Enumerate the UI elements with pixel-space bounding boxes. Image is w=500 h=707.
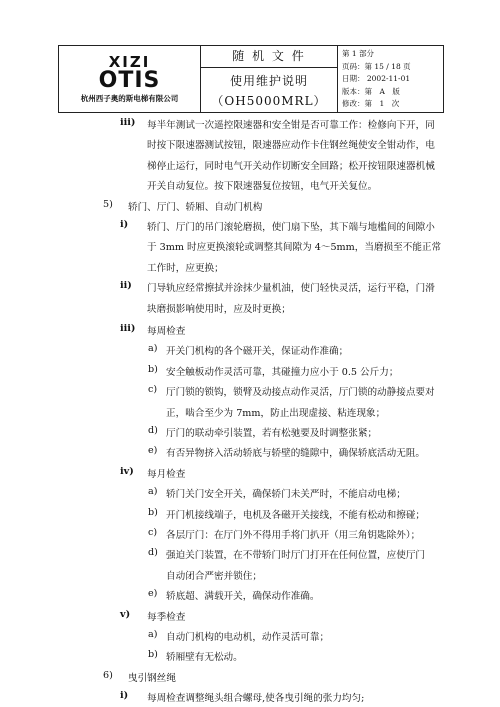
list-marker: a) (148, 343, 158, 355)
list-marker: v) (120, 608, 131, 620)
list-marker: b) (148, 363, 158, 375)
meta-page: 页码：第 15 / 18 页 (342, 61, 411, 71)
logo-otis-text: OTIS (98, 67, 161, 93)
text-line: 自动闭合严密并锁住； (166, 570, 262, 582)
company-name: 杭州西子奥的斯电梯有限公司 (80, 93, 179, 103)
text-line: 开门机接线端子，电机及各磁开关接线，不能有松动和擦碰； (166, 509, 426, 521)
text-line: 开关门机构的各个磁开关，保证动作准确； (166, 346, 349, 358)
meta-part: 第 1 部分 (342, 49, 375, 58)
text-line: 每周检查 (147, 326, 186, 337)
text-line: 自动门机构的电动机，动作灵活可靠； (166, 632, 330, 643)
text-line: 门导轨应经常擦拭并涂抹少量机油，使门轻快灵活，运行平稳，门滑 (147, 283, 435, 295)
list-marker: ii) (120, 280, 132, 292)
document-title-cell (201, 46, 338, 112)
text-line: 曳引钢丝绳 (128, 672, 176, 684)
document-model: （OH5000MRL） (211, 94, 327, 108)
document-title-block (201, 68, 337, 112)
list-marker: i) (120, 690, 129, 702)
text-line: 轿厢壁有无松动。 (166, 652, 243, 664)
text-line: 各层厅门：在厅门外不得用手将门扒开（用三角钥匙除外）； (166, 530, 421, 541)
text-line: 厅门的联动牵引装置，若有松驰要及时调整张紧； (166, 428, 378, 439)
text-line: 块磨损影响使用时，应及时更换； (147, 303, 291, 315)
meta-revision: 修改：第 1 次 (342, 99, 400, 108)
text-line: 轿门、厅门的吊门滚轮磨损，使门扇下坠，其下端与地槛间的间隙小 (147, 222, 435, 233)
text-line: 轿门关门安全开关，确保轿门未关严时，不能启动电梯； (166, 489, 406, 501)
text-line: 开关自动复位。按下限速器复位按钮，电气开关复位。 (147, 181, 378, 193)
list-marker: c) (148, 384, 158, 396)
text-line: 于 3mm 时应更换滚轮或调整其间隙为 4～5mm，当磨损至不能正常 (147, 242, 442, 254)
list-marker: b) (148, 506, 158, 518)
list-marker: iii) (120, 323, 136, 334)
text-line: 厅门锁的锁钩，锁臂及动接点动作灵活，厅门锁的动静接点要对 (166, 387, 435, 399)
text-line: 安全触板动作灵活可靠，其碰撞力应小于 0.5 公斤力； (166, 366, 399, 378)
list-marker: d) (148, 425, 158, 436)
logo-xizi-text: XIZI (108, 52, 151, 71)
list-marker: i) (120, 219, 129, 230)
document-meta-cell (338, 46, 443, 112)
company-logo (59, 46, 201, 112)
text-line: 每季检查 (147, 611, 186, 623)
list-marker: b) (148, 649, 158, 661)
meta-date: 日期： 2002-11-01 (342, 74, 411, 83)
text-line: 轿底超、满载开关，确保动作准确。 (166, 591, 320, 603)
text-line: 正，啮合至少为 7mm，防止出现虚接、粘连现象； (166, 407, 386, 419)
text-line: 每半年测试一次遥控限速器和安全钳是否可靠工作：检修向下开，同 (147, 120, 435, 131)
list-marker: 6) (103, 669, 113, 681)
list-marker: e) (148, 588, 158, 600)
text-line: 时按下限速器测试按钮，限速器应动作卡住钢丝绳使安全钳动作，电 (147, 140, 435, 152)
document-title: 使用维护说明 (229, 74, 308, 88)
text-line: 每月检查 (147, 468, 186, 480)
list-marker: iv) (120, 465, 134, 477)
text-line: 强迫关门装置，在不带轿门时厅门打开在任何位置，应使厅门 (166, 550, 426, 562)
list-marker: c) (148, 527, 158, 538)
text-line: 轿门、厅门、轿厢、自动门机构 (128, 201, 263, 213)
text-line: 每周检查调整绳头组合螺母,使各曳引绳的张力均匀; (147, 693, 365, 705)
list-marker: a) (148, 486, 158, 498)
document-header-table (58, 45, 444, 113)
list-marker: 5) (103, 198, 113, 210)
text-line: 梯停止运行，同时电气开关动作切断安全回路；松开按钮限速器机械 (147, 160, 435, 172)
document-type: 随 机 文 件 (201, 46, 337, 68)
text-line: 有否异物挤入活动轿底与轿壁的缝隙中，确保轿底活动无阻。 (166, 448, 426, 460)
list-marker: iii) (120, 117, 136, 128)
meta-version: 版本：第 A 版 (342, 86, 400, 96)
text-line: 工作时，应更换； (147, 262, 224, 274)
list-marker: e) (148, 445, 158, 457)
list-marker: d) (148, 547, 158, 559)
list-marker: a) (148, 629, 158, 640)
